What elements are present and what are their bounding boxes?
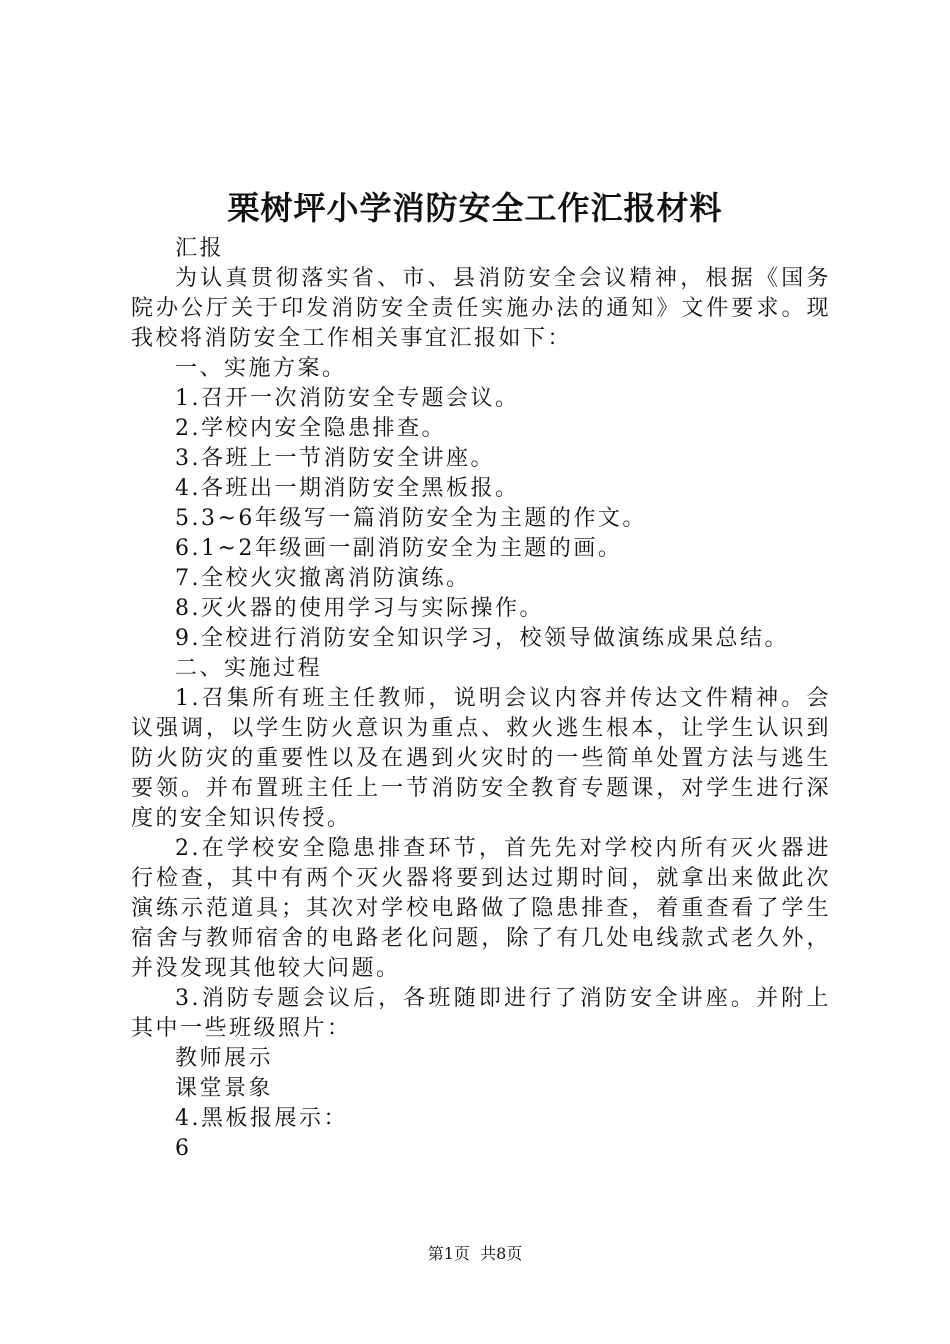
page-footer — [0, 1243, 950, 1265]
process-item-3: 3.消防专题会议后，各班随即进行了消防安全讲座。并附上其中一些班级照片： — [131, 986, 831, 1041]
plan-item-9: 9.全校进行消防安全知识学习，校领导做演练成果总结。 — [175, 626, 789, 651]
plan-item-4: 4.各班出一期消防安全黑板报。 — [175, 476, 520, 501]
process-item-2: 2.在学校安全隐患排查环节，首先先对学校内所有灭火器进行检查，其中有两个灭火器将要到达过期时间，就拿出来做此次演练示范道具；其次对学校电路做了隐患排查，着重查看了学生宿舍与教师宿舍的电路老化问题，除了有几处电线款式老久外，并没发现其他较大问题。 — [131, 836, 831, 981]
trailing-number: 6 — [175, 1136, 192, 1161]
paragraph-intro: 为认真贯彻落实省、市、县消防安全会议精神，根据《国务院办公厅关于印发消防安全责任实施办法的通知》文件要求。现我校将消防安全工作相关事宜汇报如下： — [131, 266, 831, 351]
document-body — [131, 234, 831, 1164]
process-item-4: 4.黑板报展示： — [175, 1106, 348, 1131]
plan-item-6: 6.1~2年级画一副消防安全为主题的画。 — [175, 536, 623, 561]
plan-item-7: 7.全校火灾撤离消防演练。 — [175, 566, 471, 591]
process-item-1: 1.召集所有班主任教师，说明会议内容并传达文件精神。会议强调，以学生防火意识为重点、救火逃生根本，让学生认识到防火防灾的重要性以及在遇到火灾时的一些简单处置方法与逃生要领。并布置班主任上一节消防安全教育专题课，对学生进行深度的安全知识传授。 — [131, 686, 831, 831]
paragraph-report-heading: 汇报 — [175, 236, 225, 261]
plan-item-5: 5.3~6年级写一篇消防安全为主题的作文。 — [175, 506, 647, 531]
document-title: 栗树坪小学消防安全工作汇报材料 — [227, 189, 723, 227]
caption-teacher-display: 教师展示 — [175, 1046, 274, 1071]
caption-classroom-scene: 课堂景象 — [175, 1076, 274, 1101]
section-heading-process: 二、实施过程 — [175, 656, 323, 681]
plan-item-3: 3.各班上一节消防安全讲座。 — [175, 446, 495, 471]
page-number-label: 第1页 共8页 — [427, 1244, 523, 1263]
section-heading-plan: 一、实施方案。 — [175, 356, 347, 381]
plan-item-2: 2.学校内安全隐患排查。 — [175, 416, 446, 441]
plan-item-8: 8.灭火器的使用学习与实际操作。 — [175, 596, 544, 621]
plan-item-1: 1.召开一次消防安全专题会议。 — [175, 386, 520, 411]
